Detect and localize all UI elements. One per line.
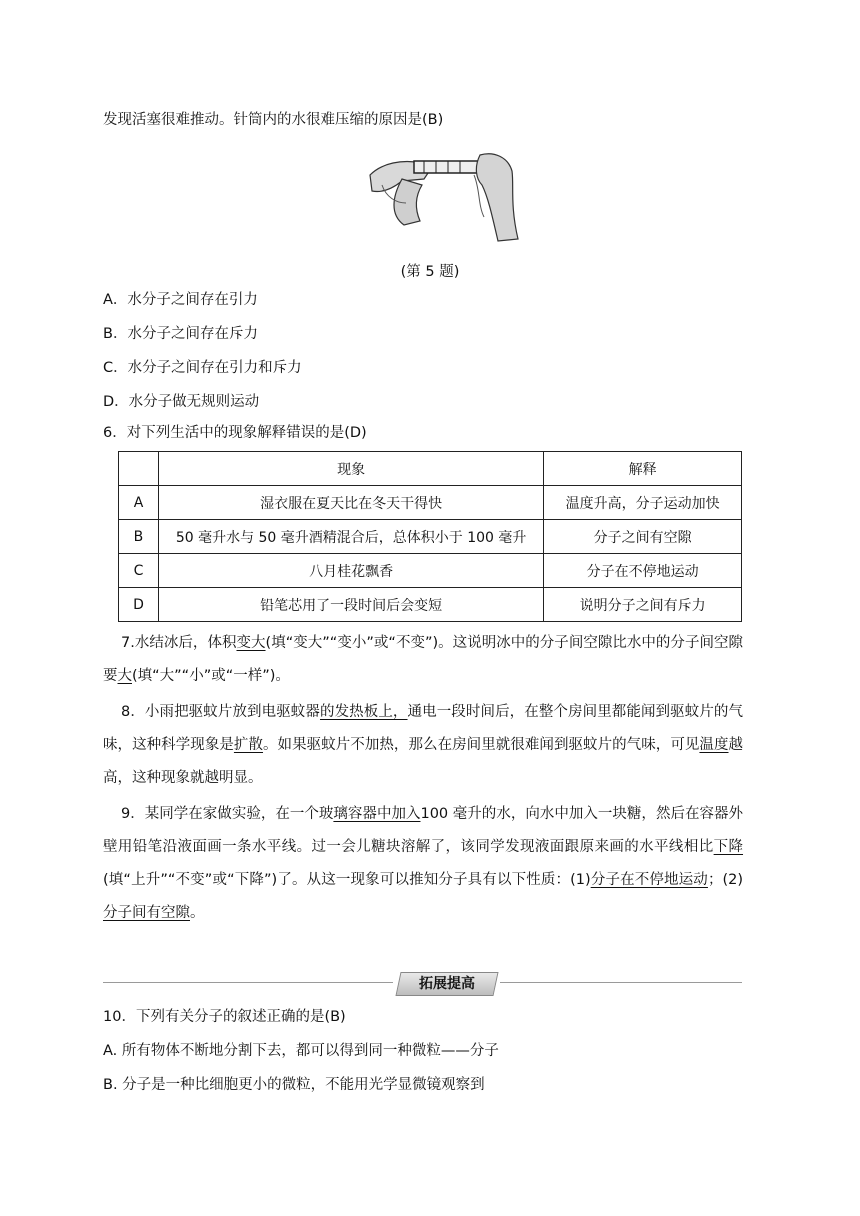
- table-row: [119, 554, 742, 588]
- table-header-cell: [119, 452, 159, 486]
- q9-text: 100 毫升的水，向水中加入一块糖，然后在容器外壁用铅笔沿液面画一条水平线。过一会儿糖块溶解了，该同学发现液面跟原来画的水平线相比: [103, 806, 743, 855]
- q9-text: ；(2): [707, 872, 743, 888]
- table-cell: 湿衣服在夏天比在冬天干得快: [158, 486, 543, 520]
- table-row: [119, 520, 742, 554]
- section-badge-label: 拓展提高: [419, 976, 475, 992]
- table-header-row: [119, 452, 742, 486]
- q5-option-c: C．水分子之间存在引力和斥力: [103, 360, 302, 376]
- q9-underlined: 璃容器中加入: [333, 806, 421, 822]
- q8-answer-1: 扩散: [233, 737, 264, 753]
- section-badge: [395, 972, 498, 996]
- q10-stem: 10．下列有关分子的叙述正确的是(B): [103, 1009, 346, 1025]
- q9-text: 。: [190, 905, 205, 921]
- q7-answer-1: 变大: [236, 635, 266, 651]
- q9-paragraph: [103, 798, 743, 930]
- table-cell: 铅笔芯用了一段时间后会变短: [158, 588, 543, 622]
- q9-answer-3: 分子间有空隙: [103, 905, 190, 921]
- q10-option-a: A. 所有物体不断地分割下去，都可以得到同一种微粒——分子: [103, 1043, 499, 1059]
- table-row: [119, 588, 742, 622]
- section-divider-left: [103, 982, 393, 983]
- q8-paragraph: [103, 696, 743, 795]
- q9-answer-1: 下降: [713, 839, 744, 855]
- table-cell: 分子之间有空隙: [544, 520, 742, 554]
- table-cell: 八月桂花飘香: [158, 554, 543, 588]
- q10-option-b: B. 分子是一种比细胞更小的微粒，不能用光学显微镜观察到: [103, 1077, 485, 1093]
- table-cell: B: [119, 520, 159, 554]
- table-cell: A: [119, 486, 159, 520]
- q8-text: 通电一段时间后，在整个房间里都能闻到驱蚊片的气味，这种科学现象是: [103, 704, 744, 753]
- q6-table: [118, 451, 742, 622]
- table-header-cell: 解释: [544, 452, 742, 486]
- q6-stem: 6．对下列生活中的现象解释错误的是(D): [103, 425, 367, 441]
- q9-text: (填“上升”“不变”或“下降”)了。从这一现象可以推知分子具有以下性质：(1): [103, 872, 591, 888]
- q5-option-d: D．水分子做无规则运动: [103, 394, 260, 410]
- figure-caption: (第 5 题): [400, 264, 460, 280]
- table-cell: C: [119, 554, 159, 588]
- q8-answer-2: 温度: [699, 737, 729, 753]
- table-cell: 说明分子之间有斥力: [544, 588, 742, 622]
- table-cell: 温度升高，分子运动加快: [544, 486, 742, 520]
- q7-paragraph: [103, 627, 743, 693]
- table-row: [119, 486, 742, 520]
- q8-underlined: 的发热板上，: [319, 704, 408, 720]
- q8-text: 越高，这种现象就越明显。: [103, 737, 744, 786]
- q5-option-a: A．水分子之间存在引力: [103, 292, 258, 308]
- q8-text: 8．小雨把驱蚊片放到电驱蚊器: [121, 704, 320, 720]
- q5-stem: 发现活塞很难推动。针筒内的水很难压缩的原因是(B): [103, 112, 444, 128]
- q7-text: (填“变大”“变小”或“不变”)。这说明冰中的分子间空隙比水中的分子间空隙要: [103, 635, 744, 684]
- q7-text: (填“大”“小”或“一样”)。: [132, 668, 290, 684]
- table-cell: 分子在不停地运动: [544, 554, 742, 588]
- q8-text: 。如果驱蚊片不加热，那么在房间里就很难闻到驱蚊片的气味，可见: [263, 737, 700, 753]
- section-divider-right: [500, 982, 742, 983]
- q5-option-b: B．水分子之间存在斥力: [103, 326, 258, 342]
- table-cell: 50 毫升水与 50 毫升酒精混合后，总体积小于 100 毫升: [158, 520, 543, 554]
- q9-answer-2: 分子在不停地运动: [590, 872, 708, 888]
- q9-text: 9．某同学在家做实验，在一个玻: [121, 806, 334, 822]
- table-header-cell: 现象: [158, 452, 543, 486]
- q7-answer-2: 大: [117, 668, 132, 684]
- syringe-illustration: [362, 145, 522, 245]
- q7-text: 7.水结冰后，体积: [121, 635, 237, 651]
- table-cell: D: [119, 588, 159, 622]
